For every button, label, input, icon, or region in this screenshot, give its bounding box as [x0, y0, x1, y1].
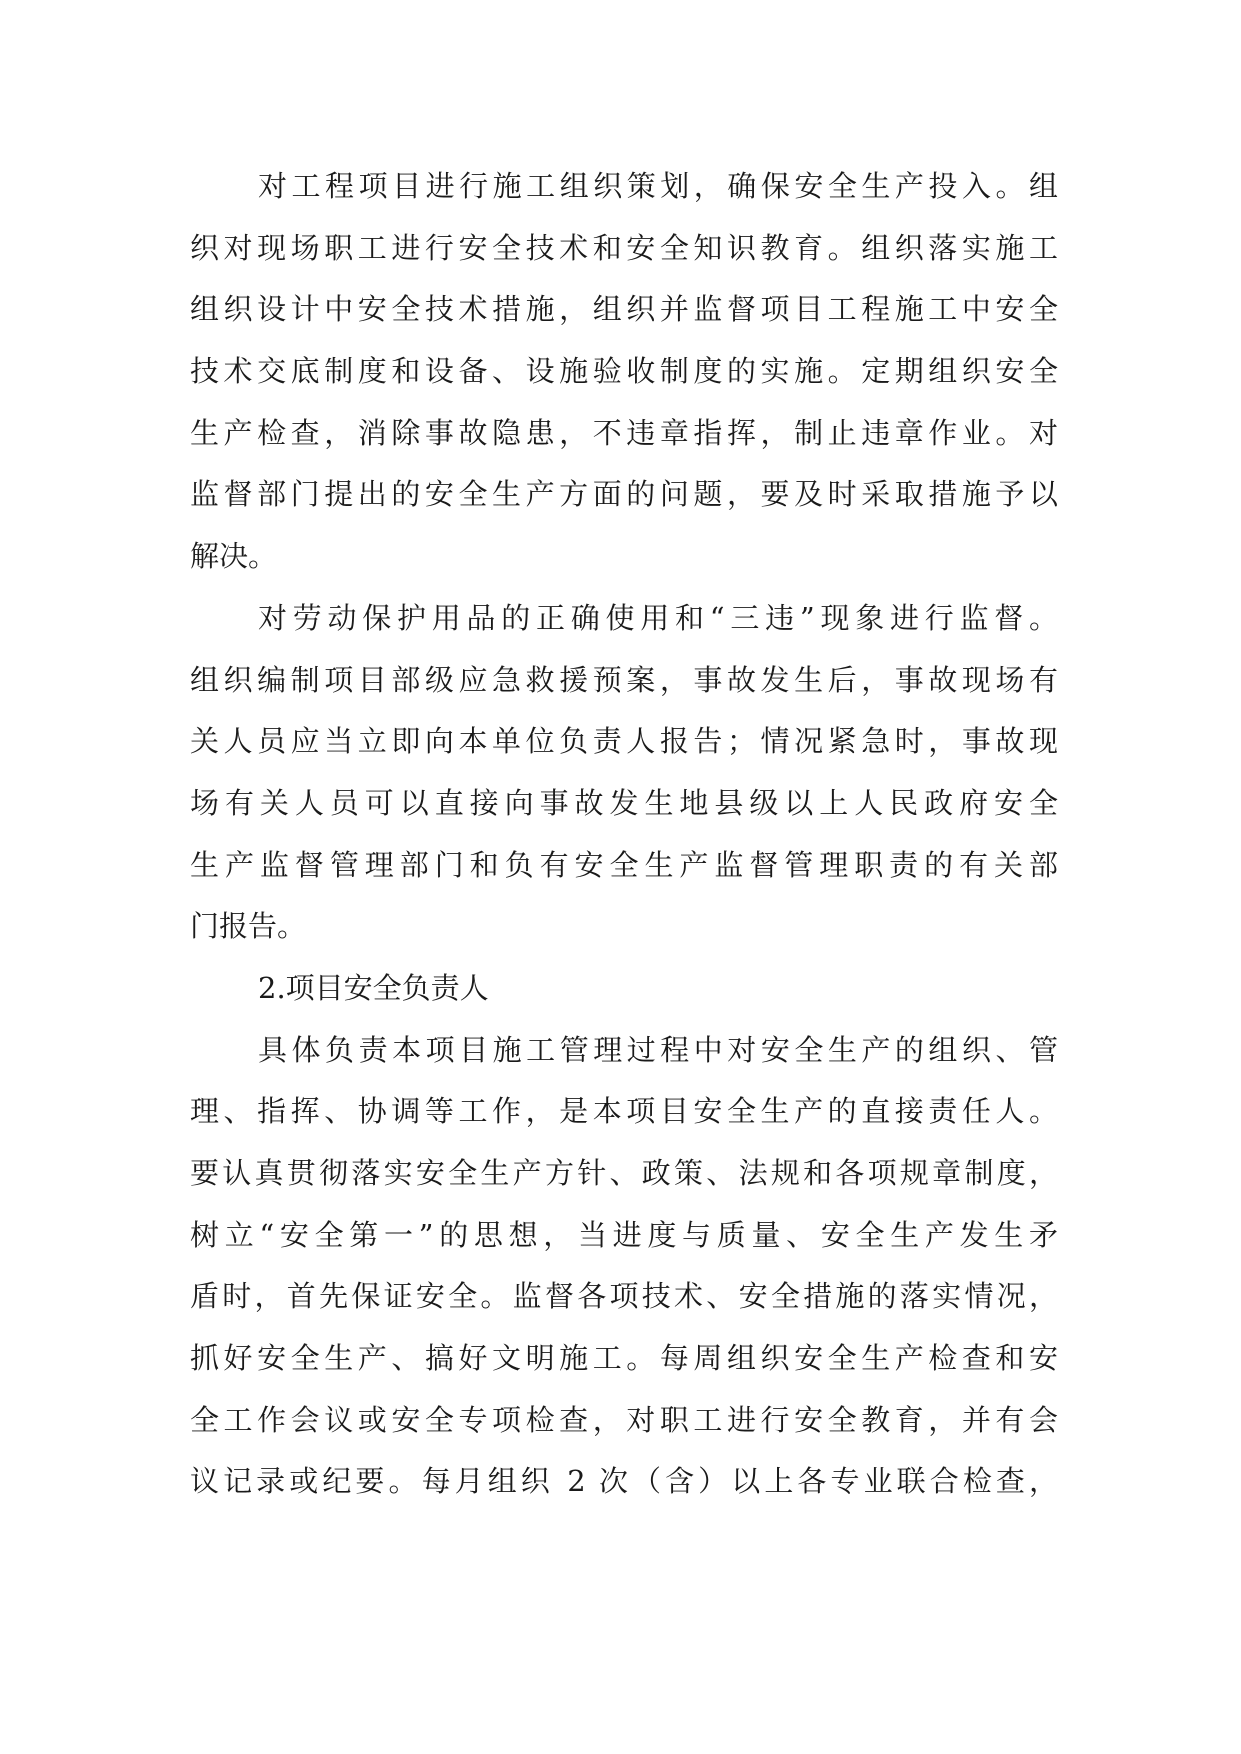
paragraph: [190, 156, 1058, 588]
text-line: 织对现场职工进行安全技术和安全知识教育。组织落实施工: [190, 230, 1058, 265]
text-line: 盾时，首先保证安全。监督各项技术、安全措施的落实情况，: [190, 1279, 1058, 1314]
text-line: 组织编制项目部级应急救援预案，事故发生后，事故现场有: [190, 662, 1058, 697]
paragraph: [190, 1020, 1058, 1514]
text-line: 对劳动保护用品的正确使用和“三违”现象进行监督。: [258, 600, 1058, 635]
text-line: 技术交底制度和设备、设施验收制度的实施。定期组织安全: [190, 354, 1058, 389]
text-line: 门报告。: [190, 909, 307, 944]
text-line: 要认真贯彻落实安全生产方针、政策、法规和各项规章制度，: [190, 1156, 1058, 1190]
text-line: 对工程项目进行施工组织策划，确保安全生产投入。组: [258, 169, 1058, 203]
text-line: 具体负责本项目施工管理过程中对安全生产的组织、管: [258, 1032, 1058, 1067]
text-line: 全工作会议或安全专项检查，对职工进行安全教育，并有会: [190, 1402, 1058, 1437]
text-line: 场有关人员可以直接向事故发生地县级以上人民政府安全: [190, 785, 1058, 820]
document-body: [190, 156, 1058, 1513]
paragraph: [190, 588, 1058, 958]
heading-text: 2.项目安全负责人: [258, 970, 489, 1005]
text-line: 解决。: [190, 539, 278, 574]
text-line: 监督部门提出的安全生产方面的问题，要及时采取措施予以: [190, 477, 1058, 512]
text-line: 组织设计中安全技术措施，组织并监督项目工程施工中安全: [190, 292, 1058, 327]
text-line: 生产检查，消除事故隐患，不违章指挥，制止违章作业。对: [190, 415, 1058, 450]
text-line: 关人员应当立即向本单位负责人报告；情况紧急时，事故现: [190, 724, 1058, 759]
text-line: 议记录或纪要。每月组织 2 次（含）以上各专业联合检查，: [190, 1464, 1058, 1499]
text-line: 树立“安全第一”的思想，当进度与质量、安全生产发生矛: [190, 1217, 1058, 1252]
text-line: 生产监督管理部门和负有安全生产监督管理职责的有关部: [190, 847, 1058, 882]
text-line: 抓好安全生产、搞好文明施工。每周组织安全生产检查和安: [190, 1341, 1058, 1376]
text-line: 理、指挥、协调等工作，是本项目安全生产的直接责任人。: [190, 1094, 1058, 1129]
section-heading: [190, 958, 1058, 1020]
